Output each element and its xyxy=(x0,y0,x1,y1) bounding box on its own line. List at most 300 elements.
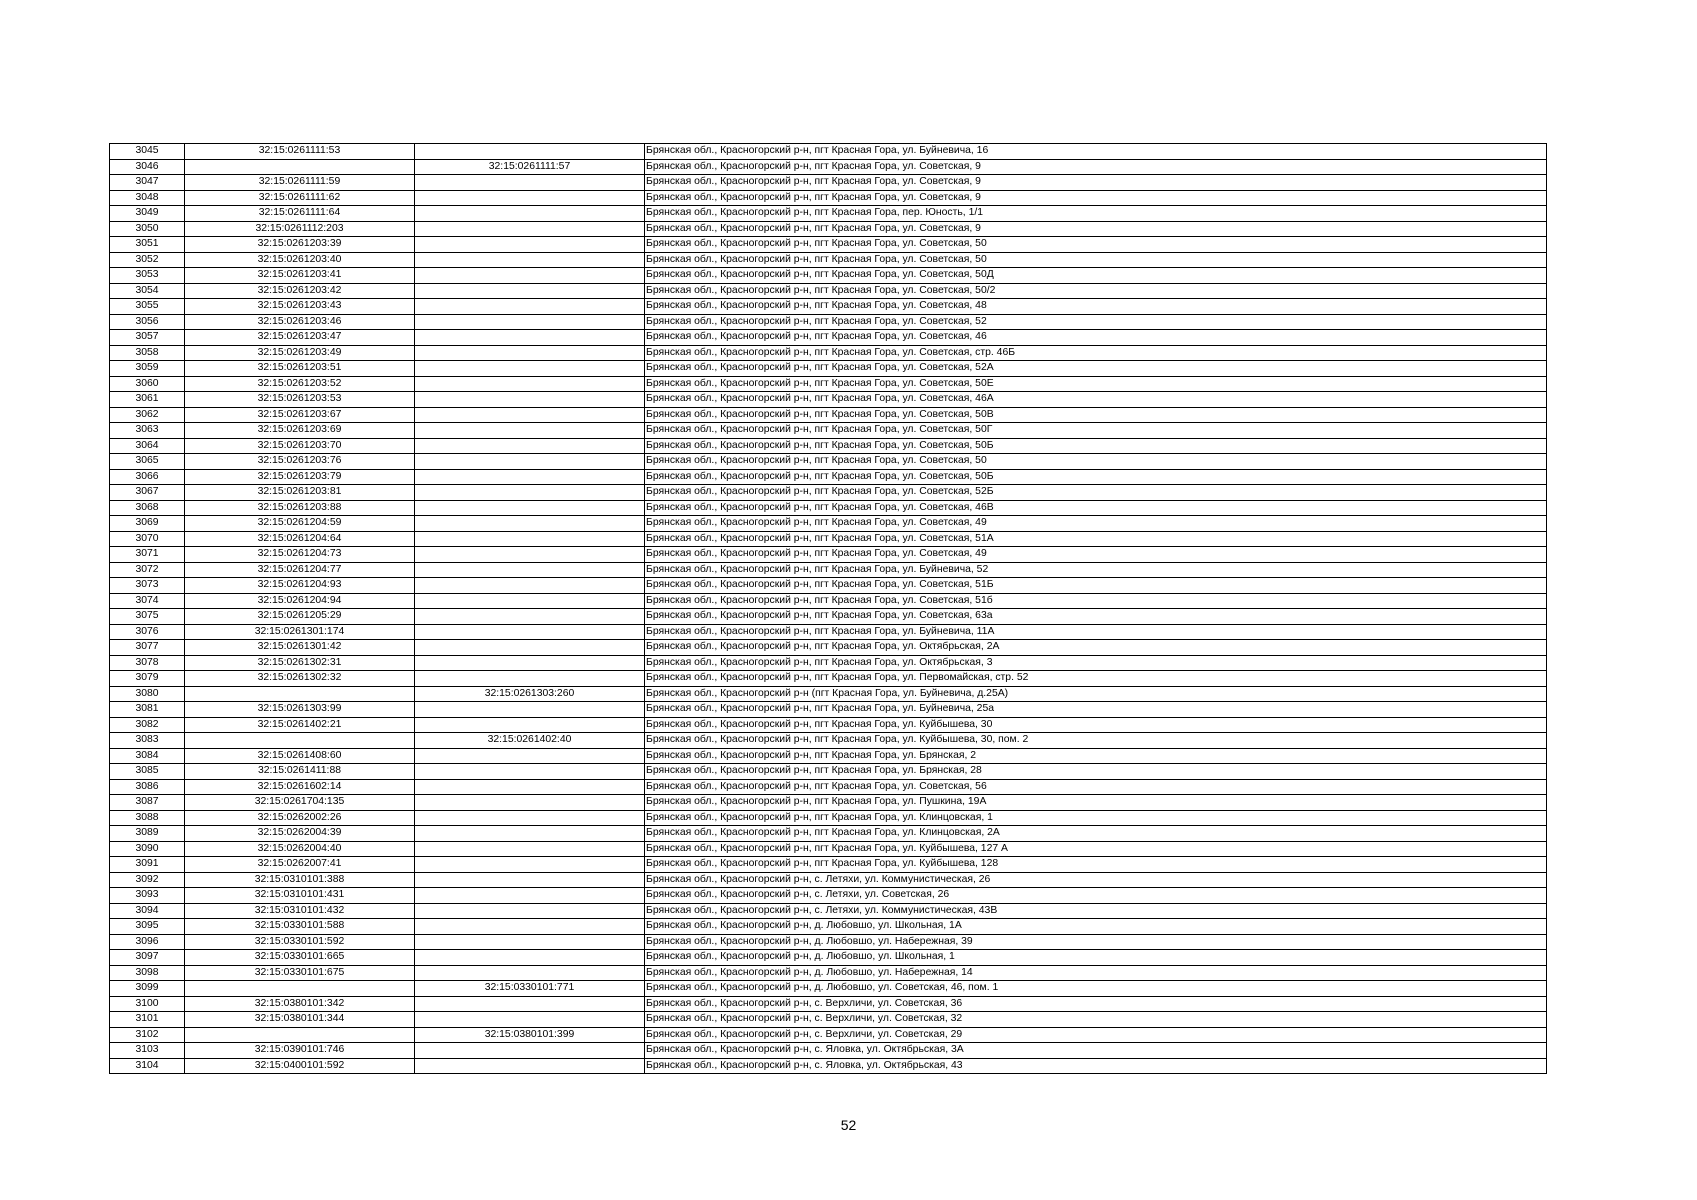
row-number-cell: 3067 xyxy=(110,485,185,501)
table-row xyxy=(110,593,1547,609)
row-number-cell: 3081 xyxy=(110,702,185,718)
land-cadastral-number-cell: 32:15:0261203:67 xyxy=(185,407,415,423)
table-row xyxy=(110,950,1547,966)
row-number-cell: 3050 xyxy=(110,221,185,237)
building-cadastral-number-cell xyxy=(415,779,645,795)
row-number-cell: 3101 xyxy=(110,1012,185,1028)
row-number-cell: 3047 xyxy=(110,175,185,191)
land-cadastral-number-cell: 32:15:0261411:88 xyxy=(185,764,415,780)
address-cell: Брянская обл., Красногорский р-н, д. Любовшо, ул. Набережная, 39 xyxy=(645,934,1547,950)
building-cadastral-number-cell xyxy=(415,547,645,563)
land-cadastral-number-cell: 32:15:0261203:79 xyxy=(185,469,415,485)
building-cadastral-number-cell xyxy=(415,965,645,981)
address-cell: Брянская обл., Красногорский р-н, д. Любовшо, ул. Школьная, 1А xyxy=(645,919,1547,935)
table-row xyxy=(110,299,1547,315)
land-cadastral-number-cell: 32:15:0261204:73 xyxy=(185,547,415,563)
row-number-cell: 3065 xyxy=(110,454,185,470)
table-row xyxy=(110,314,1547,330)
land-cadastral-number-cell: 32:15:0261602:14 xyxy=(185,779,415,795)
building-cadastral-number-cell xyxy=(415,609,645,625)
land-cadastral-number-cell xyxy=(185,981,415,997)
row-number-cell: 3057 xyxy=(110,330,185,346)
table-row xyxy=(110,562,1547,578)
land-cadastral-number-cell: 32:15:0261111:62 xyxy=(185,190,415,206)
row-number-cell: 3072 xyxy=(110,562,185,578)
building-cadastral-number-cell xyxy=(415,423,645,439)
building-cadastral-number-cell xyxy=(415,919,645,935)
row-number-cell: 3086 xyxy=(110,779,185,795)
building-cadastral-number-cell xyxy=(415,299,645,315)
address-cell: Брянская обл., Красногорский р-н, с. Летяхи, ул. Советская, 26 xyxy=(645,888,1547,904)
building-cadastral-number-cell xyxy=(415,764,645,780)
land-cadastral-number-cell: 32:15:0261204:64 xyxy=(185,531,415,547)
table-row xyxy=(110,144,1547,160)
building-cadastral-number-cell: 32:15:0261111:57 xyxy=(415,159,645,175)
land-cadastral-number-cell: 32:15:0261205:29 xyxy=(185,609,415,625)
land-cadastral-number-cell: 32:15:0330101:665 xyxy=(185,950,415,966)
address-cell: Брянская обл., Красногорский р-н, пгт Красная Гора, ул. Советская, 50 xyxy=(645,252,1547,268)
table-row xyxy=(110,361,1547,377)
address-cell: Брянская обл., Красногорский р-н, пгт Красная Гора, ул. Буйневича, 11А xyxy=(645,624,1547,640)
table-row xyxy=(110,1027,1547,1043)
land-cadastral-number-cell: 32:15:0261203:76 xyxy=(185,454,415,470)
table-row xyxy=(110,826,1547,842)
address-cell: Брянская обл., Красногорский р-н, пгт Красная Гора, ул. Куйбышева, 30, пом. 2 xyxy=(645,733,1547,749)
row-number-cell: 3084 xyxy=(110,748,185,764)
table-row xyxy=(110,485,1547,501)
address-cell: Брянская обл., Красногорский р-н, пгт Красная Гора, ул. Советская, 52 xyxy=(645,314,1547,330)
building-cadastral-number-cell xyxy=(415,1012,645,1028)
row-number-cell: 3054 xyxy=(110,283,185,299)
row-number-cell: 3062 xyxy=(110,407,185,423)
building-cadastral-number-cell xyxy=(415,996,645,1012)
land-cadastral-number-cell: 32:15:0261704:135 xyxy=(185,795,415,811)
table-row xyxy=(110,1012,1547,1028)
table-row xyxy=(110,423,1547,439)
table-row xyxy=(110,981,1547,997)
building-cadastral-number-cell xyxy=(415,826,645,842)
table-row xyxy=(110,454,1547,470)
building-cadastral-number-cell xyxy=(415,330,645,346)
address-cell: Брянская обл., Красногорский р-н, пгт Красная Гора, ул. Советская, 9 xyxy=(645,175,1547,191)
land-cadastral-number-cell: 32:15:0261111:53 xyxy=(185,144,415,160)
building-cadastral-number-cell xyxy=(415,175,645,191)
table-row xyxy=(110,841,1547,857)
building-cadastral-number-cell: 32:15:0330101:771 xyxy=(415,981,645,997)
building-cadastral-number-cell xyxy=(415,640,645,656)
row-number-cell: 3074 xyxy=(110,593,185,609)
land-cadastral-number-cell: 32:15:0380101:342 xyxy=(185,996,415,1012)
row-number-cell: 3080 xyxy=(110,686,185,702)
table-row xyxy=(110,268,1547,284)
table-row xyxy=(110,221,1547,237)
address-cell: Брянская обл., Красногорский р-н, пгт Красная Гора, ул. Советская, 50Е xyxy=(645,376,1547,392)
address-cell: Брянская обл., Красногорский р-н, пгт Красная Гора, ул. Советская, 46 xyxy=(645,330,1547,346)
row-number-cell: 3045 xyxy=(110,144,185,160)
table-row xyxy=(110,717,1547,733)
table-row xyxy=(110,438,1547,454)
row-number-cell: 3091 xyxy=(110,857,185,873)
table-row xyxy=(110,795,1547,811)
building-cadastral-number-cell xyxy=(415,1058,645,1074)
row-number-cell: 3096 xyxy=(110,934,185,950)
row-number-cell: 3066 xyxy=(110,469,185,485)
land-cadastral-number-cell: 32:15:0400101:592 xyxy=(185,1058,415,1074)
table-row xyxy=(110,330,1547,346)
row-number-cell: 3046 xyxy=(110,159,185,175)
row-number-cell: 3077 xyxy=(110,640,185,656)
row-number-cell: 3102 xyxy=(110,1027,185,1043)
address-cell: Брянская обл., Красногорский р-н, пгт Красная Гора, ул. Советская, 50 xyxy=(645,454,1547,470)
address-cell: Брянская обл., Красногорский р-н, пгт Красная Гора, ул. Советская, 9 xyxy=(645,221,1547,237)
building-cadastral-number-cell xyxy=(415,810,645,826)
land-cadastral-number-cell: 32:15:0261302:31 xyxy=(185,655,415,671)
row-number-cell: 3104 xyxy=(110,1058,185,1074)
table-row xyxy=(110,547,1547,563)
building-cadastral-number-cell xyxy=(415,392,645,408)
land-cadastral-number-cell: 32:15:0261408:60 xyxy=(185,748,415,764)
building-cadastral-number-cell xyxy=(415,748,645,764)
building-cadastral-number-cell xyxy=(415,252,645,268)
building-cadastral-number-cell xyxy=(415,407,645,423)
address-cell: Брянская обл., Красногорский р-н, пгт Красная Гора, ул. Брянская, 28 xyxy=(645,764,1547,780)
row-number-cell: 3094 xyxy=(110,903,185,919)
land-cadastral-number-cell: 32:15:0261203:39 xyxy=(185,237,415,253)
address-cell: Брянская обл., Красногорский р-н, пгт Красная Гора, ул. Советская, 51А xyxy=(645,531,1547,547)
address-cell: Брянская обл., Красногорский р-н, пгт Красная Гора, ул. Советская, 51б xyxy=(645,593,1547,609)
address-cell: Брянская обл., Красногорский р-н, пгт Красная Гора, ул. Советская, 48 xyxy=(645,299,1547,315)
land-cadastral-number-cell: 32:15:0262007:41 xyxy=(185,857,415,873)
building-cadastral-number-cell xyxy=(415,1043,645,1059)
row-number-cell: 3055 xyxy=(110,299,185,315)
building-cadastral-number-cell xyxy=(415,655,645,671)
land-cadastral-number-cell: 32:15:0310101:431 xyxy=(185,888,415,904)
table-row xyxy=(110,965,1547,981)
land-cadastral-number-cell: 32:15:0261204:77 xyxy=(185,562,415,578)
row-number-cell: 3075 xyxy=(110,609,185,625)
address-cell: Брянская обл., Красногорский р-н, с. Верхличи, ул. Советская, 36 xyxy=(645,996,1547,1012)
row-number-cell: 3085 xyxy=(110,764,185,780)
row-number-cell: 3049 xyxy=(110,206,185,222)
land-cadastral-number-cell: 32:15:0261204:94 xyxy=(185,593,415,609)
address-cell: Брянская обл., Красногорский р-н, с. Яловка, ул. Октябрьская, 3А xyxy=(645,1043,1547,1059)
building-cadastral-number-cell xyxy=(415,671,645,687)
building-cadastral-number-cell xyxy=(415,345,645,361)
address-cell: Брянская обл., Красногорский р-н, пгт Красная Гора, ул. Советская, 9 xyxy=(645,190,1547,206)
table-row xyxy=(110,903,1547,919)
row-number-cell: 3092 xyxy=(110,872,185,888)
building-cadastral-number-cell xyxy=(415,361,645,377)
register-table-body xyxy=(110,144,1547,1074)
land-cadastral-number-cell xyxy=(185,1027,415,1043)
row-number-cell: 3097 xyxy=(110,950,185,966)
row-number-cell: 3058 xyxy=(110,345,185,361)
address-cell: Брянская обл., Красногорский р-н, пгт Красная Гора, ул. Куйбышева, 30 xyxy=(645,717,1547,733)
table-row xyxy=(110,237,1547,253)
land-cadastral-number-cell: 32:15:0261204:59 xyxy=(185,516,415,532)
table-row xyxy=(110,702,1547,718)
row-number-cell: 3056 xyxy=(110,314,185,330)
land-cadastral-number-cell: 32:15:0261302:32 xyxy=(185,671,415,687)
land-cadastral-number-cell: 32:15:0380101:344 xyxy=(185,1012,415,1028)
building-cadastral-number-cell xyxy=(415,500,645,516)
building-cadastral-number-cell xyxy=(415,144,645,160)
building-cadastral-number-cell xyxy=(415,702,645,718)
row-number-cell: 3059 xyxy=(110,361,185,377)
building-cadastral-number-cell xyxy=(415,190,645,206)
row-number-cell: 3063 xyxy=(110,423,185,439)
row-number-cell: 3100 xyxy=(110,996,185,1012)
land-cadastral-number-cell: 32:15:0261203:53 xyxy=(185,392,415,408)
land-cadastral-number-cell: 32:15:0330101:675 xyxy=(185,965,415,981)
building-cadastral-number-cell xyxy=(415,950,645,966)
land-cadastral-number-cell: 32:15:0261301:42 xyxy=(185,640,415,656)
table-row xyxy=(110,609,1547,625)
building-cadastral-number-cell xyxy=(415,454,645,470)
table-row xyxy=(110,376,1547,392)
land-cadastral-number-cell: 32:15:0262004:40 xyxy=(185,841,415,857)
table-row xyxy=(110,934,1547,950)
table-row xyxy=(110,624,1547,640)
row-number-cell: 3099 xyxy=(110,981,185,997)
building-cadastral-number-cell xyxy=(415,593,645,609)
land-cadastral-number-cell: 32:15:0261203:49 xyxy=(185,345,415,361)
land-cadastral-number-cell: 32:15:0261203:88 xyxy=(185,500,415,516)
building-cadastral-number-cell xyxy=(415,469,645,485)
land-cadastral-number-cell: 32:15:0310101:432 xyxy=(185,903,415,919)
address-cell: Брянская обл., Красногорский р-н, пгт Красная Гора, ул. Октябрьская, 2А xyxy=(645,640,1547,656)
table-row xyxy=(110,888,1547,904)
building-cadastral-number-cell xyxy=(415,934,645,950)
row-number-cell: 3093 xyxy=(110,888,185,904)
row-number-cell: 3061 xyxy=(110,392,185,408)
table-row xyxy=(110,469,1547,485)
table-row xyxy=(110,810,1547,826)
row-number-cell: 3103 xyxy=(110,1043,185,1059)
row-number-cell: 3082 xyxy=(110,717,185,733)
land-cadastral-number-cell: 32:15:0261111:64 xyxy=(185,206,415,222)
land-cadastral-number-cell: 32:15:0261203:70 xyxy=(185,438,415,454)
table-row xyxy=(110,857,1547,873)
address-cell: Брянская обл., Красногорский р-н, пгт Красная Гора, ул. Буйневича, 52 xyxy=(645,562,1547,578)
table-row xyxy=(110,190,1547,206)
land-cadastral-number-cell: 32:15:0261203:42 xyxy=(185,283,415,299)
building-cadastral-number-cell xyxy=(415,717,645,733)
table-row xyxy=(110,748,1547,764)
table-row xyxy=(110,671,1547,687)
address-cell: Брянская обл., Красногорский р-н, пгт Красная Гора, ул. Советская, 51Б xyxy=(645,578,1547,594)
building-cadastral-number-cell xyxy=(415,438,645,454)
table-row xyxy=(110,531,1547,547)
address-cell: Брянская обл., Красногорский р-н, пгт Красная Гора, ул. Октябрьская, 3 xyxy=(645,655,1547,671)
address-cell: Брянская обл., Красногорский р-н, пгт Красная Гора, ул. Советская, 9 xyxy=(645,159,1547,175)
row-number-cell: 3052 xyxy=(110,252,185,268)
land-cadastral-number-cell xyxy=(185,686,415,702)
land-cadastral-number-cell: 32:15:0261203:40 xyxy=(185,252,415,268)
address-cell: Брянская обл., Красногорский р-н, пгт Красная Гора, пер. Юность, 1/1 xyxy=(645,206,1547,222)
land-cadastral-number-cell: 32:15:0261203:52 xyxy=(185,376,415,392)
address-cell: Брянская обл., Красногорский р-н, пгт Красная Гора, ул. Советская, 63а xyxy=(645,609,1547,625)
land-cadastral-number-cell: 32:15:0390101:746 xyxy=(185,1043,415,1059)
building-cadastral-number-cell xyxy=(415,485,645,501)
address-cell: Брянская обл., Красногорский р-н, пгт Красная Гора, ул. Советская, 50В xyxy=(645,407,1547,423)
address-cell: Брянская обл., Красногорский р-н, с. Яловка, ул. Октябрьская, 43 xyxy=(645,1058,1547,1074)
table-row xyxy=(110,872,1547,888)
building-cadastral-number-cell xyxy=(415,903,645,919)
land-cadastral-number-cell: 32:15:0261204:93 xyxy=(185,578,415,594)
address-cell: Брянская обл., Красногорский р-н, с. Верхличи, ул. Советская, 29 xyxy=(645,1027,1547,1043)
land-cadastral-number-cell xyxy=(185,733,415,749)
building-cadastral-number-cell xyxy=(415,237,645,253)
land-cadastral-number-cell: 32:15:0261203:69 xyxy=(185,423,415,439)
row-number-cell: 3088 xyxy=(110,810,185,826)
address-cell: Брянская обл., Красногорский р-н, пгт Красная Гора, ул. Советская, 50Д xyxy=(645,268,1547,284)
building-cadastral-number-cell xyxy=(415,314,645,330)
table-row xyxy=(110,1043,1547,1059)
property-register-table xyxy=(109,143,1547,1074)
land-cadastral-number-cell: 32:15:0261203:41 xyxy=(185,268,415,284)
address-cell: Брянская обл., Красногорский р-н, с. Летяхи, ул. Коммунистическая, 43В xyxy=(645,903,1547,919)
row-number-cell: 3073 xyxy=(110,578,185,594)
table-row xyxy=(110,392,1547,408)
land-cadastral-number-cell: 32:15:0261112:203 xyxy=(185,221,415,237)
table-row xyxy=(110,640,1547,656)
land-cadastral-number-cell: 32:15:0261402:21 xyxy=(185,717,415,733)
address-cell: Брянская обл., Красногорский р-н, пгт Красная Гора, ул. Советская, 50 xyxy=(645,237,1547,253)
address-cell: Брянская обл., Красногорский р-н, пгт Красная Гора, ул. Первомайская, стр. 52 xyxy=(645,671,1547,687)
address-cell: Брянская обл., Красногорский р-н, пгт Красная Гора, ул. Клинцовская, 1 xyxy=(645,810,1547,826)
table-row xyxy=(110,345,1547,361)
row-number-cell: 3069 xyxy=(110,516,185,532)
row-number-cell: 3078 xyxy=(110,655,185,671)
address-cell: Брянская обл., Красногорский р-н, д. Любовшо, ул. Школьная, 1 xyxy=(645,950,1547,966)
row-number-cell: 3048 xyxy=(110,190,185,206)
table-row xyxy=(110,764,1547,780)
land-cadastral-number-cell: 32:15:0262004:39 xyxy=(185,826,415,842)
address-cell: Брянская обл., Красногорский р-н, пгт Красная Гора, ул. Советская, 46В xyxy=(645,500,1547,516)
table-row xyxy=(110,175,1547,191)
row-number-cell: 3051 xyxy=(110,237,185,253)
table-row xyxy=(110,919,1547,935)
building-cadastral-number-cell xyxy=(415,268,645,284)
address-cell: Брянская обл., Красногорский р-н, пгт Красная Гора, ул. Советская, стр. 46Б xyxy=(645,345,1547,361)
table-row xyxy=(110,655,1547,671)
table-row xyxy=(110,779,1547,795)
building-cadastral-number-cell xyxy=(415,531,645,547)
table-row xyxy=(110,733,1547,749)
building-cadastral-number-cell xyxy=(415,624,645,640)
address-cell: Брянская обл., Красногорский р-н, пгт Красная Гора, ул. Советская, 50Б xyxy=(645,438,1547,454)
address-cell: Брянская обл., Красногорский р-н, пгт Красная Гора, ул. Куйбышева, 127 А xyxy=(645,841,1547,857)
table-row xyxy=(110,516,1547,532)
address-cell: Брянская обл., Красногорский р-н, пгт Красная Гора, ул. Советская, 50/2 xyxy=(645,283,1547,299)
building-cadastral-number-cell xyxy=(415,857,645,873)
page-number: 52 xyxy=(840,1117,857,1133)
building-cadastral-number-cell xyxy=(415,221,645,237)
land-cadastral-number-cell xyxy=(185,159,415,175)
land-cadastral-number-cell: 32:15:0261203:51 xyxy=(185,361,415,377)
land-cadastral-number-cell: 32:15:0330101:592 xyxy=(185,934,415,950)
building-cadastral-number-cell xyxy=(415,376,645,392)
building-cadastral-number-cell: 32:15:0380101:399 xyxy=(415,1027,645,1043)
building-cadastral-number-cell xyxy=(415,841,645,857)
building-cadastral-number-cell xyxy=(415,283,645,299)
address-cell: Брянская обл., Красногорский р-н, с. Верхличи, ул. Советская, 32 xyxy=(645,1012,1547,1028)
row-number-cell: 3079 xyxy=(110,671,185,687)
table-row xyxy=(110,283,1547,299)
building-cadastral-number-cell: 32:15:0261402:40 xyxy=(415,733,645,749)
address-cell: Брянская обл., Красногорский р-н, пгт Красная Гора, ул. Советская, 50Г xyxy=(645,423,1547,439)
land-cadastral-number-cell: 32:15:0262002:26 xyxy=(185,810,415,826)
building-cadastral-number-cell xyxy=(415,206,645,222)
row-number-cell: 3070 xyxy=(110,531,185,547)
land-cadastral-number-cell: 32:15:0330101:588 xyxy=(185,919,415,935)
address-cell: Брянская обл., Красногорский р-н, пгт Красная Гора, ул. Советская, 49 xyxy=(645,516,1547,532)
row-number-cell: 3083 xyxy=(110,733,185,749)
address-cell: Брянская обл., Красногорский р-н, пгт Красная Гора, ул. Советская, 52А xyxy=(645,361,1547,377)
building-cadastral-number-cell xyxy=(415,562,645,578)
table-row xyxy=(110,206,1547,222)
address-cell: Брянская обл., Красногорский р-н, пгт Красная Гора, ул. Буйневича, 16 xyxy=(645,144,1547,160)
building-cadastral-number-cell xyxy=(415,578,645,594)
address-cell: Брянская обл., Красногорский р-н, пгт Красная Гора, ул. Советская, 49 xyxy=(645,547,1547,563)
table-row xyxy=(110,407,1547,423)
address-cell: Брянская обл., Красногорский р-н (пгт Красная Гора, ул. Буйневича, д.25А) xyxy=(645,686,1547,702)
row-number-cell: 3064 xyxy=(110,438,185,454)
row-number-cell: 3060 xyxy=(110,376,185,392)
row-number-cell: 3090 xyxy=(110,841,185,857)
row-number-cell: 3076 xyxy=(110,624,185,640)
row-number-cell: 3089 xyxy=(110,826,185,842)
building-cadastral-number-cell xyxy=(415,872,645,888)
table-row xyxy=(110,159,1547,175)
address-cell: Брянская обл., Красногорский р-н, с. Летяхи, ул. Коммунистическая, 26 xyxy=(645,872,1547,888)
row-number-cell: 3068 xyxy=(110,500,185,516)
address-cell: Брянская обл., Красногорский р-н, пгт Красная Гора, ул. Советская, 52Б xyxy=(645,485,1547,501)
building-cadastral-number-cell xyxy=(415,888,645,904)
building-cadastral-number-cell: 32:15:0261303:260 xyxy=(415,686,645,702)
address-cell: Брянская обл., Красногорский р-н, д. Любовшо, ул. Набережная, 14 xyxy=(645,965,1547,981)
address-cell: Брянская обл., Красногорский р-н, пгт Красная Гора, ул. Буйневича, 25а xyxy=(645,702,1547,718)
building-cadastral-number-cell xyxy=(415,795,645,811)
address-cell: Брянская обл., Красногорский р-н, пгт Красная Гора, ул. Куйбышева, 128 xyxy=(645,857,1547,873)
land-cadastral-number-cell: 32:15:0261203:43 xyxy=(185,299,415,315)
building-cadastral-number-cell xyxy=(415,516,645,532)
address-cell: Брянская обл., Красногорский р-н, пгт Красная Гора, ул. Пушкина, 19А xyxy=(645,795,1547,811)
table-row xyxy=(110,252,1547,268)
address-cell: Брянская обл., Красногорский р-н, пгт Красная Гора, ул. Советская, 46А xyxy=(645,392,1547,408)
table-row xyxy=(110,996,1547,1012)
land-cadastral-number-cell: 32:15:0261203:47 xyxy=(185,330,415,346)
address-cell: Брянская обл., Красногорский р-н, пгт Красная Гора, ул. Брянская, 2 xyxy=(645,748,1547,764)
row-number-cell: 3095 xyxy=(110,919,185,935)
land-cadastral-number-cell: 32:15:0261301:174 xyxy=(185,624,415,640)
row-number-cell: 3071 xyxy=(110,547,185,563)
table-row xyxy=(110,1058,1547,1074)
address-cell: Брянская обл., Красногорский р-н, д. Любовшо, ул. Советская, 46, пом. 1 xyxy=(645,981,1547,997)
address-cell: Брянская обл., Красногорский р-н, пгт Красная Гора, ул. Клинцовская, 2А xyxy=(645,826,1547,842)
land-cadastral-number-cell: 32:15:0261203:46 xyxy=(185,314,415,330)
address-cell: Брянская обл., Красногорский р-н, пгт Красная Гора, ул. Советская, 50Б xyxy=(645,469,1547,485)
table-row xyxy=(110,686,1547,702)
table-row xyxy=(110,578,1547,594)
land-cadastral-number-cell: 32:15:0310101:388 xyxy=(185,872,415,888)
land-cadastral-number-cell: 32:15:0261203:81 xyxy=(185,485,415,501)
table-row xyxy=(110,500,1547,516)
land-cadastral-number-cell: 32:15:0261111:59 xyxy=(185,175,415,191)
land-cadastral-number-cell: 32:15:0261303:99 xyxy=(185,702,415,718)
row-number-cell: 3098 xyxy=(110,965,185,981)
